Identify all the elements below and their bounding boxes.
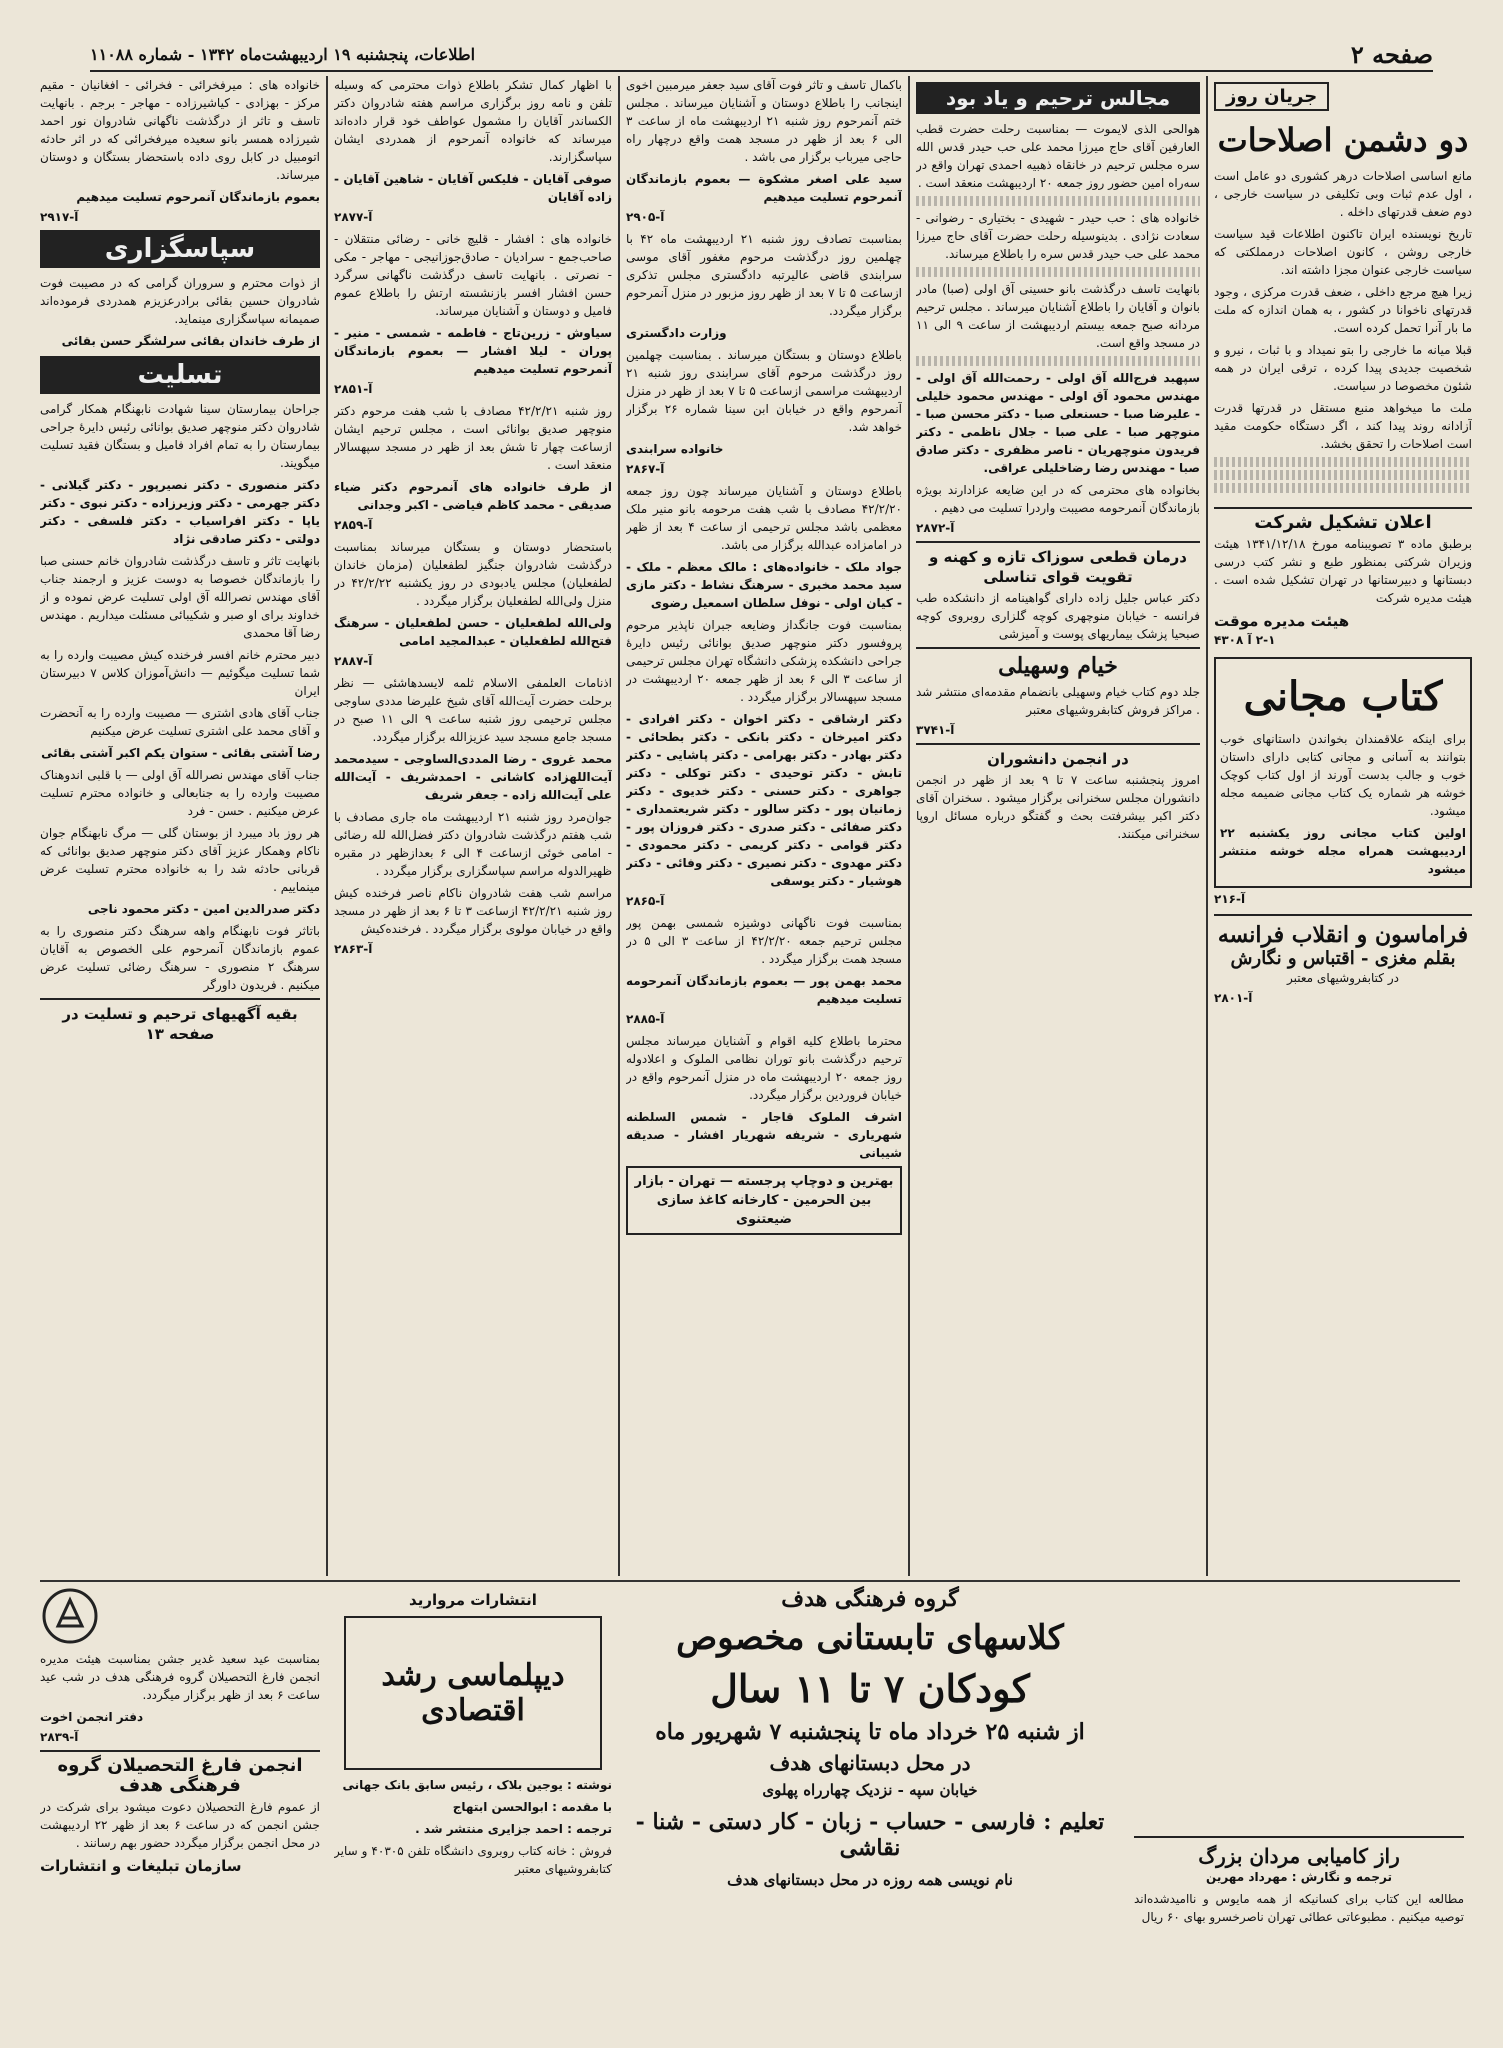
- notice-text: برطبق ماده ۳ تصویبنامه مورخ ۱۳۴۱/۱۲/۱۸ هیئت وزیران شرکتی بمنظور طبع و نشر کتب درسی دبستانها و دبیرستانها در تهران تشکیل شده است . هیئت مدیره شرکت: [1214, 537, 1472, 605]
- ad-diplomacy-author: نوشته : یوجین بلاک ، رئیس سابق بانک جهانی: [342, 1778, 612, 1792]
- text-filler: [916, 196, 1200, 206]
- ad-hadaf-age: کودکان ۷ تا ۱۱ سال: [710, 1666, 1030, 1711]
- memorial-notice: خانواده های : میرفخرائی - فخرائی - افغانیان - مقیم مرکز - بهزادی - کیاشیرزاده - مهاجر - برجم . بانهایت تاسف و تاثر از درگذشت ناگهانی شادروان نور احمد شیرزاده همسر بانو سعیده میرفخرائی که در اثر حادثه اتومبیل در کابل روی داده باستحضار بستگان و دوستان میرساند.: [40, 78, 320, 182]
- memorial-notice: بمناسبت فوت جانگداز وضایعه جبران ناپذیر مرحوم پروفسور دکتر منوچهر صدیق بوانائی رئیس دایرۀ جراحی دانشکده پزشکی دانشگاه تهران مجلس ترحیمی از ساعت ۳ الی ۶ بعد از ظهر جمعه ۲۰ اردیبهشت در مسجد سپهسالار برگزار میگردد .: [626, 618, 902, 704]
- ad-code: آ-۲۹۱۷: [40, 210, 79, 224]
- memorial-notice: باکمال تاسف و تاثر فوت آقای سید جعفر میرمبین اخوی اینجانب را باطلاع دوستان و آشنایان میرساند . مجلس ختم آنمرحوم روز شنبه ۲۱ اردیبهشت ماه از ساعت ۳ الی ۶ بعد از ظهر در مسجد همت واقع درچهار راه حاجی میرباب برگزار می باشد .: [626, 78, 902, 164]
- memorial-notice: جوان‌مرد روز شنبه ۲۱ اردیبهشت ماه جاری مصادف با شب هفتم درگذشت شادروان دکتر فضل‌الله لله رضائی - امامی خوئی ازساعت ۴ الی ۶ بعدازظهر در مقبره ظهیرالدوله مراسم سپاسگزاری برگزار میگردد .: [334, 810, 612, 878]
- memorial-notice: محترما باطلاع کلیه اقوام و آشنایان میرساند مجلس ترحیم درگذشت بانو توران نظامی الملوک و اعلادوله روز جمعه ۲۰ اردیبهشت ماه در منزل آنمرحوم واقع در خیابان فروردین برگزار میگردد.: [626, 1034, 902, 1102]
- condolence-notice: جناب آقای هادی اشتری — مصیبت وارده را به آنحضرت و آقای محمد علی اشتری تسلیت عرض میکنیم: [40, 706, 320, 738]
- ad-free-book-text: برای اینکه علاقمندان بخواندن داستانهای خوب بتوانند به آسانی و مجانی کتابی دارای داستان خوب و جالب بدست آورند از اول کتاب کوچک خوشه هر شماره یک کتاب مجانی ضمیمه مجله میشود.: [1220, 732, 1466, 818]
- memorial-notice: با اظهار کمال تشکر باطلاع ذوات محترمی که وسیله تلفن و نامه روز برگزاری مراسم هفته شادروان دکتر الکساندر آقایان را مشمول عواطف خود قرار داده‌اند میرساند که خانواده آنمرحوم از همدردی ایشان سپاسگزارند.: [334, 78, 612, 164]
- memorial-notice: بخانواده های محترمی که در این ضایعه عزادارند بویژه بازماندگان آنمرحومه مصیبت واردرا تسلیت می دهیم .: [916, 483, 1200, 515]
- condolence-notice: بانهایت تاثر و تاسف درگذشت شادروان خانم حسنی صبا را بازماندگان خصوصا به دوست عزیز و ارجمند جناب آقای مهندس نصرالله آق اولی تسلیت عرض نموده و از خداوند برای او صبر و شکیبائی مسئلت میداریم . مهندس رضا آقا محمدی: [40, 554, 320, 640]
- column-rule: [1206, 76, 1208, 1576]
- ad-code: آ-۲۸۰۱: [1214, 991, 1253, 1005]
- column-rule: [618, 76, 620, 1576]
- continued-note: بقیه آگهیهای ترحیم و تسلیت در صفحه ۱۳: [40, 998, 320, 1044]
- memorial-sign: دکتر ارشاقی - دکتر اخوان - دکتر افرادی - دکتر امیرخان - دکتر بانکی - دکتر بطحائی - دکتر بهادر - دکتر بهرامی - دکتر پاشایی - دکتر تابش - دکتر توحیدی - دکتر توکلی - دکتر جواهری - دکتر حسنی - دکتر خدیوی - دکتر زمانیان پور - دکتر سالور - دکتر شریعتمداری - دکتر صفائی - دکتر صدری - دکتر فروزان پور - دکتر قوامی - دکتر کریمی - دکتر محمودی - دکتر مهدوی - دکتر نصیری - دکتر وفائی - دکتر هوشیار - دکتر یوسفی: [626, 712, 902, 888]
- memorial-sign: بعموم بازماندگان آنمرحوم تسلیت میدهیم: [76, 190, 320, 204]
- ad-medicine-title: درمان قطعی سوزاک تازه و کهنه و تقویت قوای تناسلی: [928, 548, 1187, 586]
- memorial-sign: دکتر منصوری - دکتر نصیرپور - دکتر گیلانی - دکتر جهرمی - دکتر وزیرزاده - دکتر نبوی - دکتر یاپا - دکتر افراسیاب - دکتر فلسفی - دکتر دولتی - دکتر صادقی نژاد: [40, 478, 320, 546]
- memorial-notice: باطلاع دوستان و آشنایان میرساند چون روز جمعه ۴۲/۲/۲۰ مصادف با شب هفت مرحومه بانو منیر ملک معظمی باشد مجلس ترحیمی از ساعت ۴ بعد از ظهر در امامزاده عبدالله برگزار می باشد.: [626, 484, 902, 552]
- ad-diplomacy-book: [334, 1586, 612, 2026]
- memorial-sign: از طرف خاندان بقائی سرلشگر حسن بقائی: [61, 334, 320, 348]
- memorial-sign: رضا آشتی بقائی - ستوان یکم اکبر آشتی بقائی: [41, 746, 320, 760]
- page-number: صفحه ۲: [1350, 39, 1433, 69]
- column-condolences: [40, 76, 320, 1576]
- ad-code: آ-۲۸۸۷: [334, 654, 373, 668]
- memorial-sign: سیاوش - زرین‌تاج - فاطمه - شمسی - منیر - پوران - لیلا افشار — بعموم بازماندگان آنمرحوم تسلیت میدهیم: [334, 326, 612, 376]
- column-memorials-b: [626, 76, 902, 1576]
- ad-freemason: [1214, 914, 1472, 1005]
- grad-text: از عموم فارغ التحصیلان دعوت میشود برای شرکت در جشن انجمن که در ساعت ۶ بعد از ظهر ۲۲ اردیبهشت در محل انجمن برگزار میگردد حضور بهم رسانند .: [40, 1800, 320, 1850]
- memorial-notice: هوالحی الذی لایموت — بمناسبت رحلت حضرت قطب العارفین آقای حاج میرزا محمد علی حب حیدر قدس الله سره مجلس ترحیم در خانقاه ذهبیه احمدی تهران واقع در سه‌راه امین حضور روز جمعه ۲۰ اردیبهشت منعقد است .: [916, 122, 1200, 190]
- text-filler: [916, 356, 1200, 366]
- ad-diplomacy-shop: فروش : خانه کتاب روبروی دانشگاه تلفن ۴۰۳۰۵ و سایر کتابفروشیهای معتبر: [334, 1844, 612, 1876]
- ad-hadaf-group: گروه فرهنگی هدف: [781, 1586, 959, 1612]
- condolence-notice: دبیر محترم خانم افسر فرخنده کیش مصیبت وارده را به شما تسلیت میگوئیم — دانش‌آموزان کلاس ۷ دبیرستان ایران: [40, 648, 320, 698]
- column-rule: [908, 76, 910, 1576]
- assoc-sign: دفتر انجمن اخوت: [40, 1710, 144, 1724]
- ad-secret-text: مطالعه این کتاب برای کسانیکه از همه مایوس و ناامیدشده‌اند توصیه میکنیم . مطبوعاتی عطائی تهران ناصرخسرو بهای ۶۰ ریال: [1134, 1892, 1464, 1924]
- memorial-sign: اشرف الملوک قاجار - شمس السلطنه شهریاری - شریفه شهریار افشار - صدیقه شیبانی: [626, 1110, 902, 1160]
- thanks-notice: از ذوات محترم و سروران گرامی که در مصیبت فوت شادروان حسین بقائی برادرعزیزم همدردی فرموده‌اند صمیمانه سپاسگزاری مینماید.: [40, 276, 320, 326]
- ad-free-book-title: کتاب مجانی: [1243, 673, 1443, 720]
- editorial-title: دو دشمن اصلاحات: [1217, 121, 1469, 159]
- text-filler: [1214, 483, 1472, 493]
- section-condolence-heading: تسلیت: [40, 356, 320, 394]
- memorial-notice: خانواده های : حب حیدر - شهیدی - بختیاری - رضوانی - سعادت نژادی . بدینوسیله رحلت حضرت آقای حاج میرزا محمد علی حب حیدر قدس سره را باطلاع میرساند.: [916, 211, 1200, 261]
- text-filler: [1214, 457, 1472, 467]
- section-heading: مجالس ترحیم و یاد بود: [916, 82, 1200, 114]
- ad-hadaf-title: کلاسهای تابستانی مخصوص: [676, 1618, 1064, 1658]
- memorial-notice: باستحضار دوستان و بستگان میرساند بمناسبت درگذشت شادروان جنگیز لطفعلیان (مزمان خاندان لطفعلیان) مجلس یادبودی در روز یکشنبه ۴۲/۲/۲۲ در منزل ولی‌الله لطفعلیان برگزار میگردد .: [334, 540, 612, 608]
- memorial-notice: روز شنبه ۴۲/۲/۲۱ مصادف با شب هفت مرحوم دکتر منوچهر صدیق بوانائی است ، مجلس ترحیم ایشان ازساعت چهار تا شش بعد از ظهر در مسجد سپهسالار منعقد است .: [334, 404, 612, 472]
- memorial-sign: ولی‌الله لطفعلیان - حسن لطفعلیان - سرهنگ فتح‌الله لطفعلیان - عبدالمجید امامی: [334, 616, 612, 648]
- memorial-notice: بانهایت تاسف درگذشت بانو حسینی آق اولی (صبا) مادر بانوان و آقایان را باطلاع آشنایان میرساند . مجلس ترحیم مردانه صبح جمعه بیستم اردیبهشت از ساعت ۹ الی ۱۱ در مسجد واقع است.: [916, 282, 1200, 350]
- memorial-sign: وزارت دادگستری: [626, 326, 727, 340]
- memorial-sign: جواد ملک - خانواده‌های : مالک معظم - ملک - سید محمد مخبری - سرهنگ نشاط - دکتر مازی - کیان اولی - نوفل سلطان اسمعیل رضوی: [626, 560, 902, 610]
- column-tag: جریان روز: [1214, 82, 1329, 111]
- ad-diplomacy-trans: ترجمه : احمد جزایری منتشر شد .: [415, 1822, 612, 1836]
- ad-code: آ-۲۸۵۱: [334, 382, 373, 396]
- ad-printing: بهترین و دوچاپ پرجسته — تهران - بازار بین الحرمین - کارخانه کاغذ سازی ضیعتنوی: [626, 1166, 902, 1235]
- ad-secret-success: [1134, 1836, 1464, 2014]
- memorial-sign: از طرف خانواده های آنمرحوم دکتر ضیاء صدیقی - محمد کاظم فیاضی - اکبر وجدانی: [334, 480, 612, 512]
- memorial-notice: اذنامات العلمفی الاسلام ثلمه لایسدهاشئی — نظر برحلت حضرت آیت‌الله آقای شیخ علیرضا مددی ساوجی مجلس ترحیمی روز شنبه ساعت ۹ الی ۱۱ صبح در مسجد جامع مسجد سید عزیزالله برگزار میگردد.: [334, 676, 612, 744]
- ad-khayyam-text: جلد دوم کتاب خیام وسهیلی بانضمام مقدمه‌ای منتشر شد . مراکز فروش کتابفروشیهای معتبر: [916, 685, 1200, 717]
- ad-code: آ-۲۹۰۵: [626, 210, 665, 224]
- ad-code: آ-۲۸۵۹: [334, 518, 373, 532]
- ad-khayyam-title: خیام وسهیلی: [998, 653, 1118, 679]
- grad-title: انجمن فارغ التحصیلان گروه فرهنگی هدف: [57, 1755, 303, 1796]
- editorial-paragraph: قبلا میانه ما خارجی را بتو نمیداد و با ثبات ، نیرو و شخصیت جدیدی پیدا کرده ، ترقی ایران در همه شئون مخصوصا در سیاست.: [1214, 343, 1472, 393]
- emblem-icon: [40, 1586, 320, 1650]
- memorial-sign: خانواده سرابندی: [626, 442, 724, 456]
- text-filler: [1214, 470, 1472, 480]
- section-rule: [40, 1580, 1460, 1582]
- condolence-notice: جناب آقای مهندس نصرالله آق اولی — با قلبی اندوهناک مصیبت وارده را به جنابعالی و خانواده محترم تسلیت عرض میکنیم . حسن - فرد: [40, 768, 320, 818]
- ad-code: آ-۲۸۸۵: [626, 1012, 665, 1026]
- ad-diplomacy-title: دیپلماسی رشد اقتصادی: [381, 1658, 565, 1728]
- ad-secret-title: راز کامیابی مردان بزرگ: [1198, 1844, 1400, 1868]
- ad-hadaf-reg: نام نویسی همه روزه در محل دبستانهای هدف: [727, 1871, 1013, 1889]
- ad-code: آ-۲۸۷۷: [334, 210, 373, 224]
- ad-freemason-sub: بقلم مغزی - اقتباس و نگارش: [1230, 948, 1456, 969]
- memorial-notice: باطلاع دوستان و بستگان میرساند . بمناسبت چهلمین روز درگذشت مرحوم آقای سرابندی روز شنبه ۲۱ اردیبهشت مراسمی ازساعت ۵ تا ۷ بعد از ظهر در منزل آنمرحوم واقع در خیابان ابن سینا شماره ۲۶ برگزار خواهد شد.: [626, 348, 902, 434]
- memorial-sign: دکتر صدرالدین امین - دکتر محمود ناجی: [87, 902, 320, 916]
- editorial-paragraph: مانع اساسی اصلاحات درهر کشوری دو عامل است ، اول عدم ثبات وبی تکلیفی در سیاست خارجی ، دوم ضعف قدرتهای داخله .: [1214, 169, 1472, 219]
- ad-freemason-title: فراماسون و انقلاب فرانسه: [1217, 922, 1469, 948]
- memorial-sign: محمد بهمن پور — بعموم بازماندگان آنمرحومه تسلیت میدهیم: [626, 974, 902, 1006]
- ad-code: آ-۲۸۶۳: [334, 942, 373, 956]
- ad-free-book: [1214, 657, 1472, 888]
- ad-hadaf-dates: از شنبه ۲۵ خرداد ماه تا پنجشنبه ۷ شهریور ماه: [655, 1719, 1085, 1745]
- ad-hadaf-subjects: تعلیم : فارسی - حساب - زبان - کار دستی - شنا - نقاشی: [635, 1809, 1105, 1861]
- notice-sign: هیئت مدیره موقت: [1214, 612, 1350, 630]
- memorial-sign: محمد غروی - رضا المددی‌الساوجی - سیدمحمد آیت‌اللهزاده کاشانی - احمدشریف - آیت‌الله علی آیت‌الله زاده - جعفر شریف: [334, 752, 612, 802]
- ad-code: آ-۲۸۳۹: [40, 1730, 79, 1744]
- ad-freemason-shop: در کتابفروشیهای معتبر: [1287, 971, 1399, 985]
- ad-medicine-text: دکتر عباس جلیل زاده دارای گواهینامه از دانشکده طب فرانسه - خیابان منوچهری کوچه گلزاری روبروی کوچه صبحیا پزشک بیماریهای پوست و آمیزشی: [916, 591, 1200, 641]
- memorial-notice: بمناسبت فوت ناگهانی دوشیزه شمسی بهمن پور مجلس ترحیم جمعه ۴۲/۲/۲۰ از ساعت ۳ الی ۵ در مسجد همت برگزار میگردد .: [626, 916, 902, 966]
- ad-diplomacy-pub: انتشارات مروارید: [409, 1591, 537, 1609]
- ad-associations: [40, 1586, 320, 2026]
- memorial-notice: بمناسبت تصادف روز شنبه ۲۱ اردیبهشت ماه ۴۲ با چهلمین روز درگذشت مرحوم مغفور آقای موسی سرابندی قاضی عالیرتبه دادگستری مجلس تذکری ازساعت ۵ تا ۷ بعد از ظهر روز مزبور در منزل آنمرحوم برگزار میگردد.: [626, 232, 902, 318]
- ad-code: آ-۲۸۶۷: [626, 462, 665, 476]
- dateline: اطلاعات، پنجشنبه ۱۹ اردیبهشت‌ماه ۱۳۴۲ - شماره ۱۱۰۸۸: [90, 44, 476, 64]
- page-header: [90, 38, 1433, 72]
- notice-title: اعلان تشکیل شرکت: [1254, 512, 1432, 533]
- memorial-notice: خانواده های : افشار - قلیچ خانی - رضائی منتقلان - صاحب‌جمع - سرادیان - صادق‌جوزانیجی - مهاجر - مکی - نصرتی . بانهایت تاسف درگذشت ناگهانی سرگرد حسن افشار افسر بازنشسته ارتش را باطلاع عموم فامیل و دوستان و آشنایان میرساند.: [334, 232, 612, 318]
- ad-code: آ-۳۷۴۱: [916, 723, 955, 737]
- editorial-paragraph: تاریخ نویسنده ایران تاکنون اطلاعات قید سیاست خارجی روشن ، کانون اصلاحات درمملکتی که سیاست خارجی عنوان مجزا داشته اند.: [1214, 227, 1472, 277]
- column-memorials-c: [334, 76, 612, 1576]
- memorial-notice: سپهبد فرج‌الله آق اولی - رحمت‌الله آق اولی - مهندس محمود آق اولی - مهندس محمود خلیلی - علیرضا صبا - حسنعلی صبا - دکتر محسن صبا - منوچهر صبا - علی صبا - جلال ناظمی - دکتر فریدون منوچهریان - ناصر مظفری - دکتر صادق صبا - مهندس رضا رضاخلیلی عراقی.: [916, 371, 1200, 475]
- condolence-notice: هر روز باد میبرد از بوستان گلی — مرگ نابهنگام جوان ناکام وهمکار عزیز آقای دکتر منوچهر صدیق بوانائی که قربانی حادثه شد را به خانواده محترم تسلیت عرض مینماییم .: [40, 826, 320, 894]
- memorial-notice: مراسم شب هفت شادروان ناکام ناصر فرخنده کیش روز شنبه ۴۲/۲/۲۱ ازساعت ۳ تا ۶ بعد از ظهر در مسجد واقع در خیابان مولوی برگزار میگردد . فرخنده‌کیش: [334, 886, 612, 936]
- ad-secret-sub: ترجمه و نگارش : مهرداد مهرین: [1206, 1870, 1392, 1884]
- editorial-paragraph: زیرا هیچ مرجع داخلی ، ضعف قدرت مرکزی ، وجود قدرتهای ناخوانا در کشور ، به همان اندازه که ملت ما بار آنرا تحمل کرده است.: [1214, 285, 1472, 335]
- column-editorial: [1214, 76, 1472, 1576]
- section-thanks-heading: سپاسگزاری: [40, 230, 320, 268]
- ad-hadaf-place: در محل دبستانهای هدف: [769, 1751, 971, 1775]
- ad-diplomacy-frame: [344, 1616, 602, 1770]
- condolence-notice: باتاثر فوت نابهنگام واهه سرهنگ دکتر منصوری را به عموم بازماندگان آنمرحوم علی الخصوص به آقایان سرهنگ ۲ منصوری - سرهنگ رضائی تسلیت عرض میکنیم . فریدون داورگر: [40, 924, 320, 992]
- assoc-notice: بمناسبت عید سعید غدیر جشن بمناسبت هیئت مدیره انجمن فارغ التحصیلان گروه فرهنگی هدف در شب عید ساعت ۶ بعد از ظهر برگزار میگردد.: [40, 1652, 320, 1702]
- editorial-paragraph: ملت ما میخواهد منبع مستقل در قدرتها قدرت آزادانه روند پیدا کند ، اگر دستگاه حکومت مقید است اصلاحات را تحقق بخشد.: [1214, 401, 1472, 451]
- ad-code: ۲-۱ آ ۴۳۰۸: [1214, 633, 1276, 647]
- grad-sign: سازمان تبلیغات و انتشارات: [40, 1857, 242, 1875]
- ad-students-text: امروز پنجشنبه ساعت ۷ تا ۹ بعد از ظهر در انجمن دانشوران مجلس سخنرانی برگزار میشود . سخنران آقای دکتر اکبر بیشرفتت بحث و گفتگو درباره مسائل اروپا سخنرانی میکنند.: [916, 773, 1200, 841]
- column-rule: [326, 76, 328, 1576]
- memorial-sign: سید علی اصغر مشکوة — بعموم بازماندگان آنمرحوم تسلیت میدهیم: [626, 172, 902, 204]
- ad-code: آ-۲۱۶: [1214, 892, 1246, 906]
- column-memorials-a: [916, 76, 1200, 1576]
- ad-students-title: در انجمن دانشوران: [987, 750, 1129, 768]
- ad-code: آ-۲۸۷۲: [916, 521, 955, 535]
- ad-hadaf-addr: خیابان سپه - نزدیک چهارراه پهلوی: [762, 1781, 978, 1799]
- ad-hadaf-classes: [620, 1586, 1120, 2026]
- memorial-sign: صوفی آقایان - فلیکس آقایان - شاهین آقایان - زاده آقایان: [334, 172, 612, 204]
- ad-free-book-foot: اولین کتاب مجانی روز یکشنبه ۲۲ اردیبهشت همراه مجله خوشه منتشر میشود: [1220, 826, 1466, 876]
- condolence-notice: جراحان بیمارستان سینا شهادت نابهنگام همکار گرامی شادروان دکتر منوچهر صدیق بوانائی رئیس دایرۀ جراحی بیمارستان را به تمام افراد فامیل و بستگان فقید تسلیت میگویند.: [40, 402, 320, 470]
- ad-diplomacy-intro: با مقدمه : ابوالحسن ابتهاج: [452, 1800, 612, 1814]
- text-filler: [916, 267, 1200, 277]
- ad-code: آ-۲۸۶۵: [626, 894, 665, 908]
